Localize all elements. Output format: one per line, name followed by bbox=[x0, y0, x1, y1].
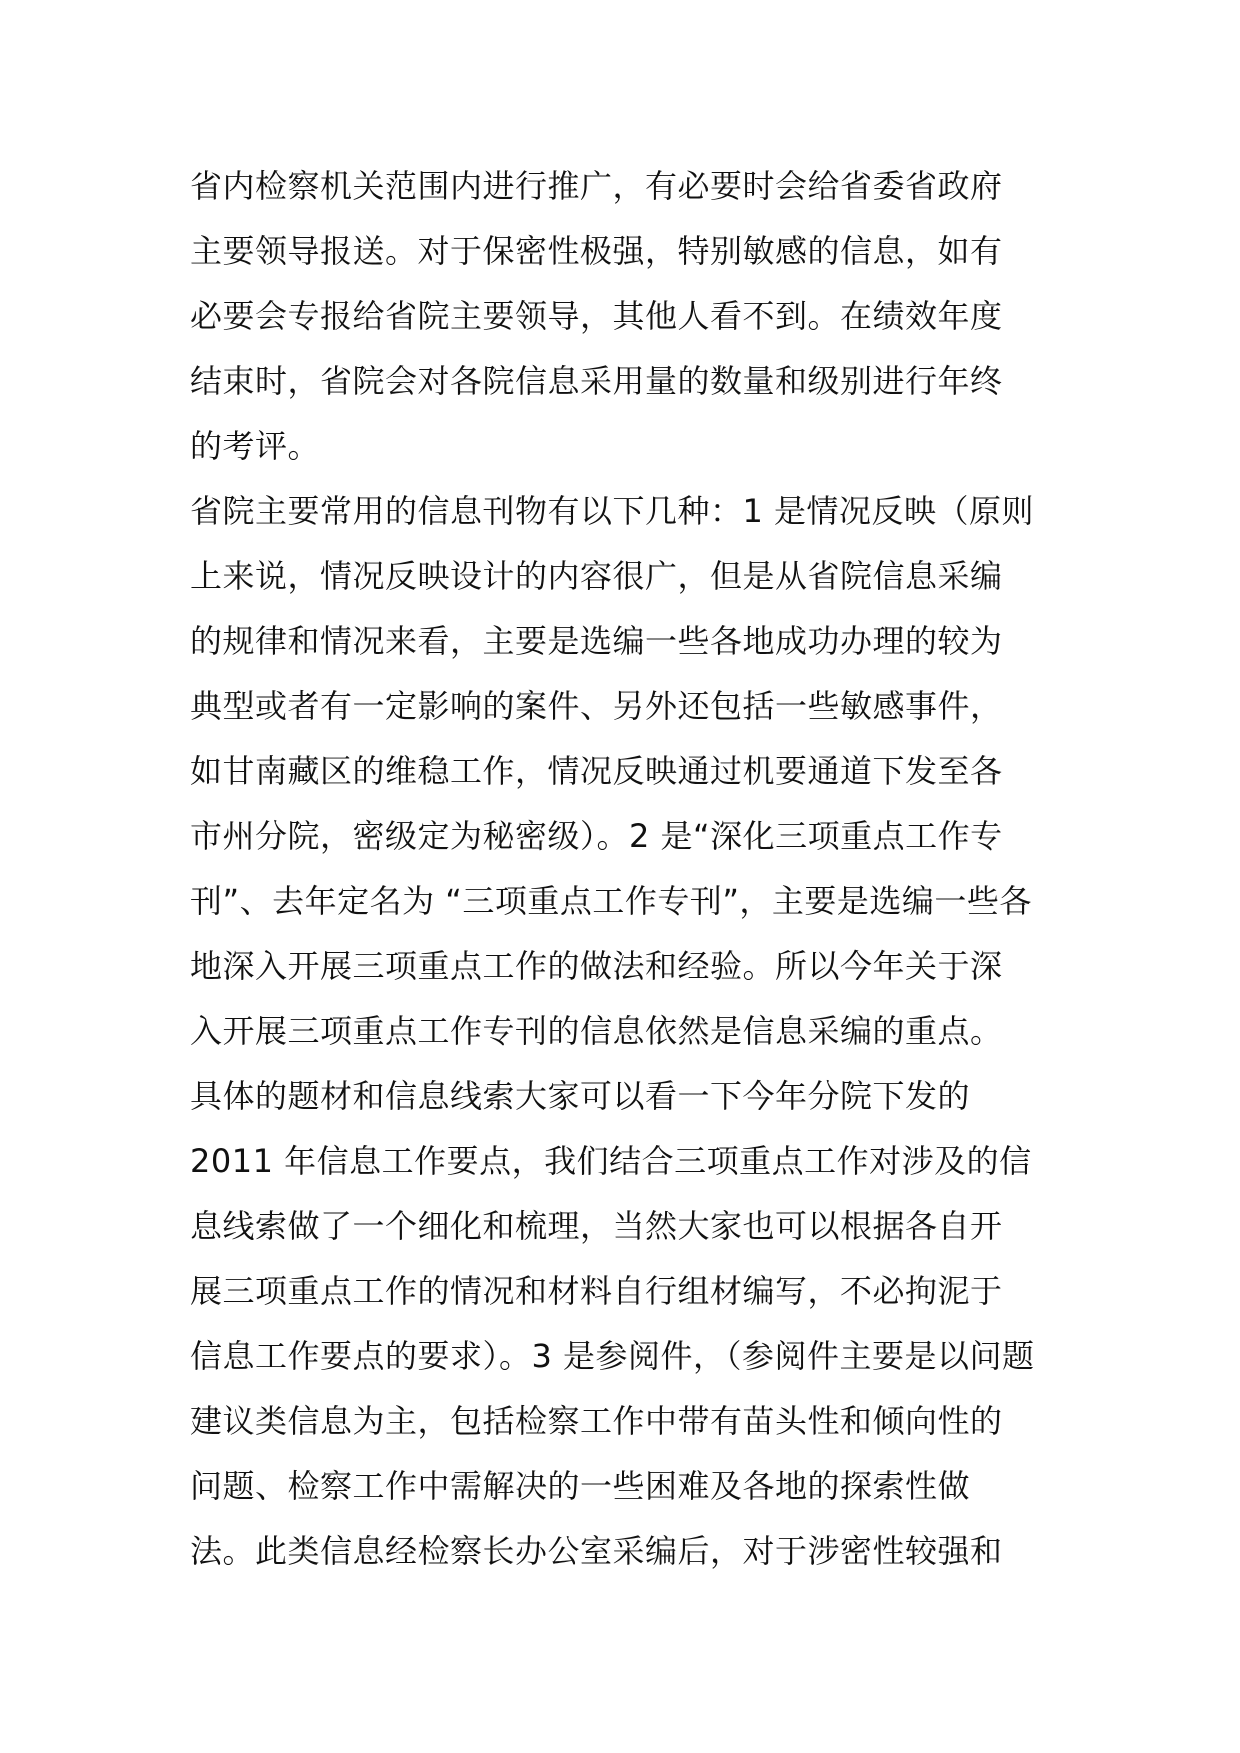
text-line: 典型或者有一定影响的案件、另外还包括一些敏感事件， bbox=[190, 687, 1003, 725]
text-line: 信息工作要点的要求）。3 是参阅件，（参阅件主要是以问题 bbox=[190, 1337, 1035, 1375]
text-line: 的考评。 bbox=[190, 427, 321, 465]
text-line: 2011 年信息工作要点，我们结合三项重点工作对涉及的信 bbox=[190, 1142, 1032, 1180]
text-line: 息线索做了一个细化和梳理，当然大家也可以根据各自开 bbox=[190, 1207, 1003, 1245]
text-line: 市州分院，密级定为秘密级）。2 是“深化三项重点工作专 bbox=[190, 817, 1003, 855]
text-line: 问题、检察工作中需解决的一些困难及各地的探索性做 bbox=[190, 1467, 971, 1505]
text-line: 省院主要常用的信息刊物有以下几种：1 是情况反映（原则 bbox=[190, 492, 1035, 530]
text-line: 入开展三项重点工作专刊的信息依然是信息采编的重点。 bbox=[190, 1012, 1003, 1050]
text-line: 刊”、去年定名为 “三项重点工作专刊”，主要是选编一些各 bbox=[190, 882, 1032, 920]
text-line: 省内检察机关范围内进行推广，有必要时会给省委省政府 bbox=[190, 167, 1003, 205]
text-line: 的规律和情况来看，主要是选编一些各地成功办理的较为 bbox=[190, 622, 1003, 660]
text-line: 建议类信息为主，包括检察工作中带有苗头性和倾向性的 bbox=[190, 1402, 1003, 1440]
text-line: 展三项重点工作的情况和材料自行组材编写，不必拘泥于 bbox=[190, 1272, 1003, 1310]
text-line: 如甘南藏区的维稳工作，情况反映通过机要通道下发至各 bbox=[190, 752, 1003, 790]
text-line: 法。此类信息经检察长办公室采编后，对于涉密性较强和 bbox=[190, 1532, 1003, 1570]
text-line: 地深入开展三项重点工作的做法和经验。所以今年关于深 bbox=[190, 947, 1003, 985]
text-line: 结束时，省院会对各院信息采用量的数量和级别进行年终 bbox=[190, 362, 1003, 400]
text-line: 上来说，情况反映设计的内容很广，但是从省院信息采编 bbox=[190, 557, 1003, 595]
text-line: 主要领导报送。对于保密性极强，特别敏感的信息，如有 bbox=[190, 232, 1003, 270]
text-line: 具体的题材和信息线索大家可以看一下今年分院下发的 bbox=[190, 1077, 971, 1115]
body-text bbox=[190, 154, 1070, 1584]
text-line: 必要会专报给省院主要领导，其他人看不到。在绩效年度 bbox=[190, 297, 1003, 335]
